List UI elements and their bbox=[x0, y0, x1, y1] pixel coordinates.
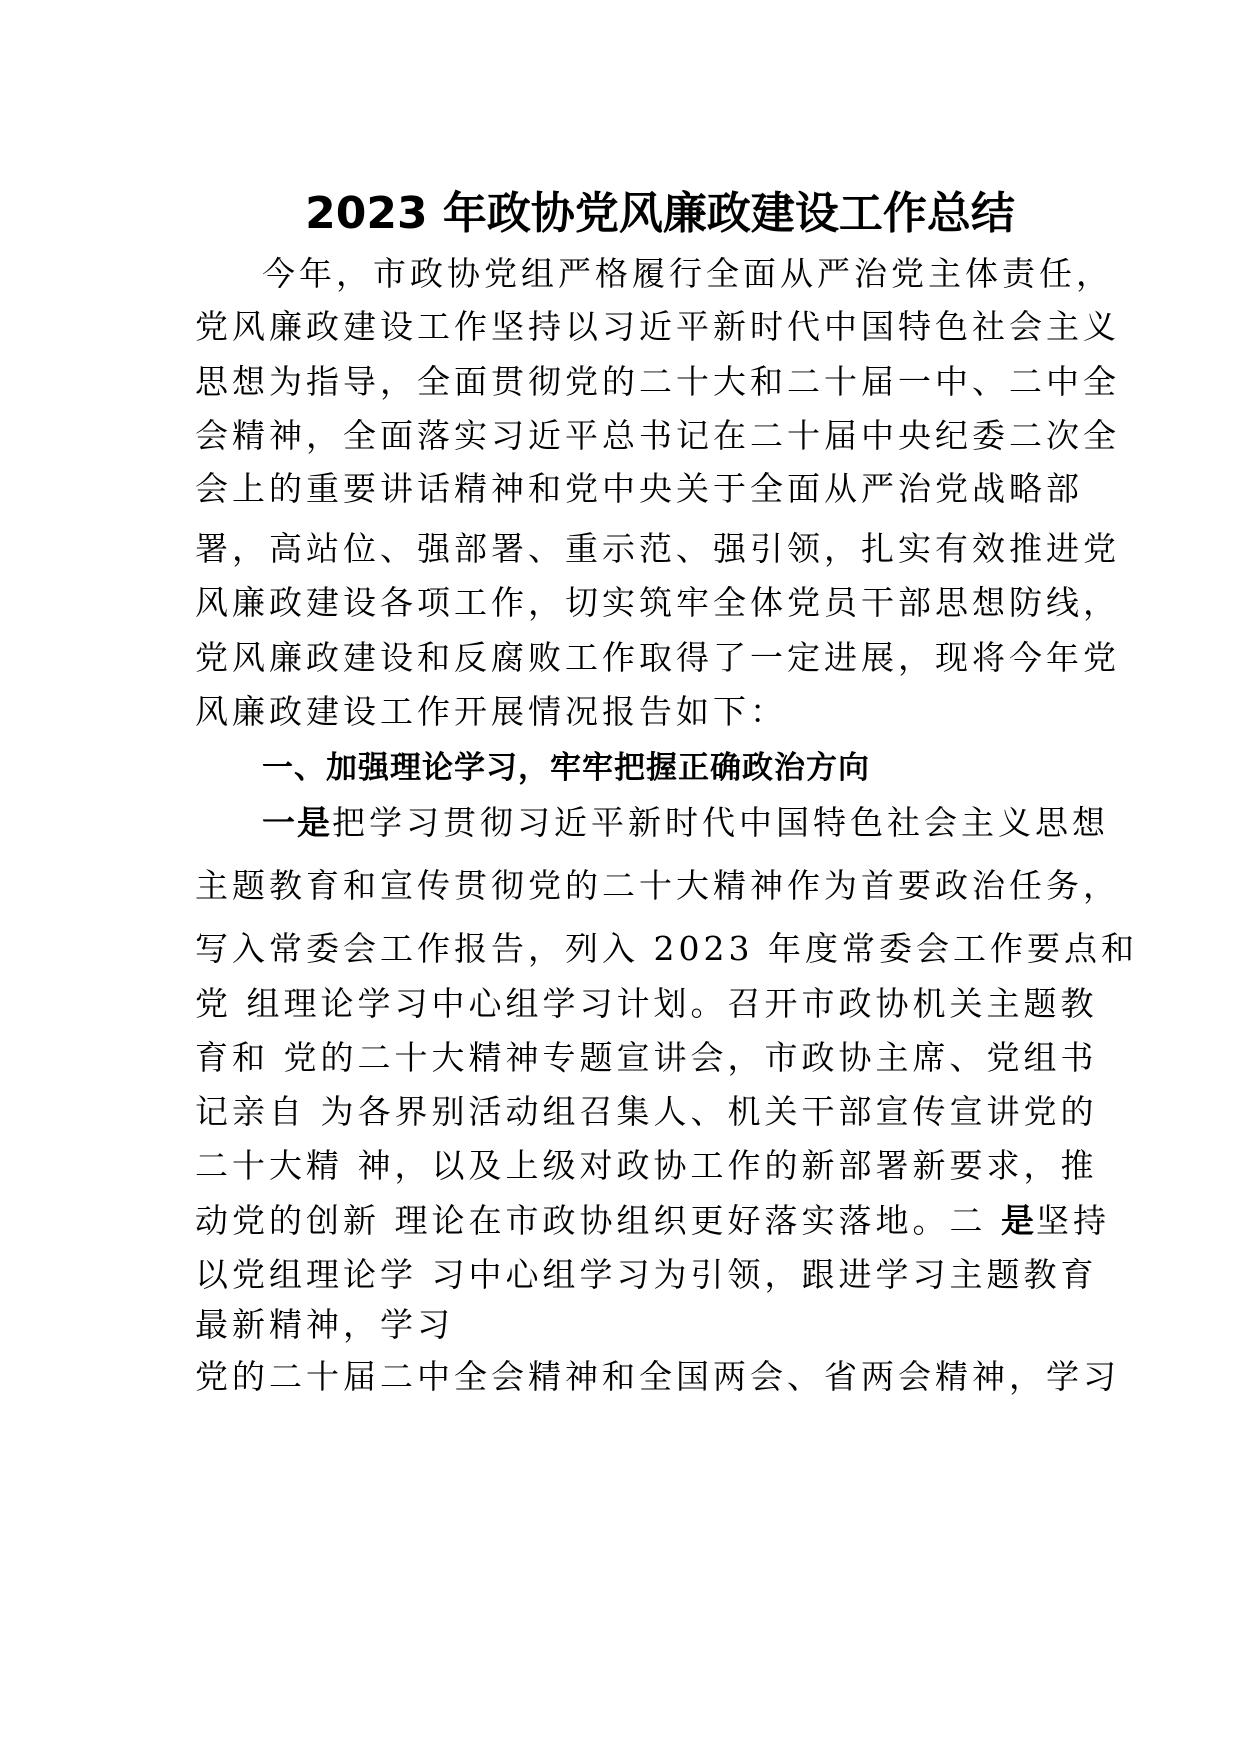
paragraph-line: 记亲自 为各界别活动组召集人、机关干部宣传宣讲党的 bbox=[195, 1092, 1098, 1131]
paragraph-line: 党的二十届二中全会精神和全国两会、省两会精神，学习 bbox=[195, 1357, 1120, 1396]
emphasis-text: 一是 bbox=[262, 803, 332, 842]
paragraph-line: 署，高站位、强部署、重示范、强引领，扎实有效推进党 bbox=[195, 529, 1120, 568]
paragraph-line bbox=[195, 1197, 1110, 1245]
emphasis-text: 是 bbox=[1000, 1201, 1036, 1240]
paragraph-line: 主题教育和宣传贯彻党的二十大精神作为首要政治任务， bbox=[195, 866, 1120, 905]
paragraph-line: 会精神，全面落实习近平总书记在二十届中央纪委二次全 bbox=[195, 416, 1120, 455]
paragraph-text: 把学习贯彻习近平新时代中国特色社会主义思想 bbox=[332, 803, 1109, 842]
paragraph-line: 育和 党的二十大精神专题宣讲会，市政协主席、党组书 bbox=[195, 1038, 1098, 1077]
paragraph-line bbox=[262, 799, 1109, 847]
paragraph-line: 二十大精 神，以及上级对政协工作的新部署新要求，推 bbox=[195, 1146, 1098, 1185]
paragraph-line: 思想为指导，全面贯彻党的二十大和二十届一中、二中全 bbox=[195, 362, 1120, 401]
paragraph-line: 今年，市政协党组严格履行全面从严治党主体责任， bbox=[262, 254, 1113, 293]
paragraph-line: 会上的重要讲话精神和党中央关于全面从严治党战略部 bbox=[195, 469, 1083, 508]
paragraph-line: 党风廉政建设和反腐败工作取得了一定进展，现将今年党 bbox=[195, 638, 1120, 677]
section-heading: 一、加强理论学习，牢牢把握正确政治方向 bbox=[262, 750, 870, 786]
paragraph-text: 动党的创新 理论在市政协组织更好落实落地。二 bbox=[195, 1201, 1001, 1240]
paragraph-line: 党风廉政建设工作坚持以习近平新时代中国特色社会主义 bbox=[195, 307, 1120, 346]
paragraph-text: 坚持 bbox=[1035, 1201, 1110, 1240]
paragraph-line: 风廉政建设工作开展情况报告如下： bbox=[195, 692, 787, 731]
paragraph-line: 以党组理论学 习中心组学习为引领，跟进学习主题教育 bbox=[195, 1255, 1098, 1294]
paragraph-line: 最新精神，学习 bbox=[195, 1305, 454, 1344]
paragraph-line: 写入常委会工作报告，列入 2023 年度常委会工作要点和 bbox=[195, 929, 1138, 968]
paragraph-line: 风廉政建设各项工作，切实筑牢全体党员干部思想防线， bbox=[195, 583, 1120, 622]
document-title: 2023 年政协党风廉政建设工作总结 bbox=[305, 188, 1015, 239]
paragraph-line: 党 组理论学习中心组学习计划。召开市政协机关主题教 bbox=[195, 984, 1098, 1023]
